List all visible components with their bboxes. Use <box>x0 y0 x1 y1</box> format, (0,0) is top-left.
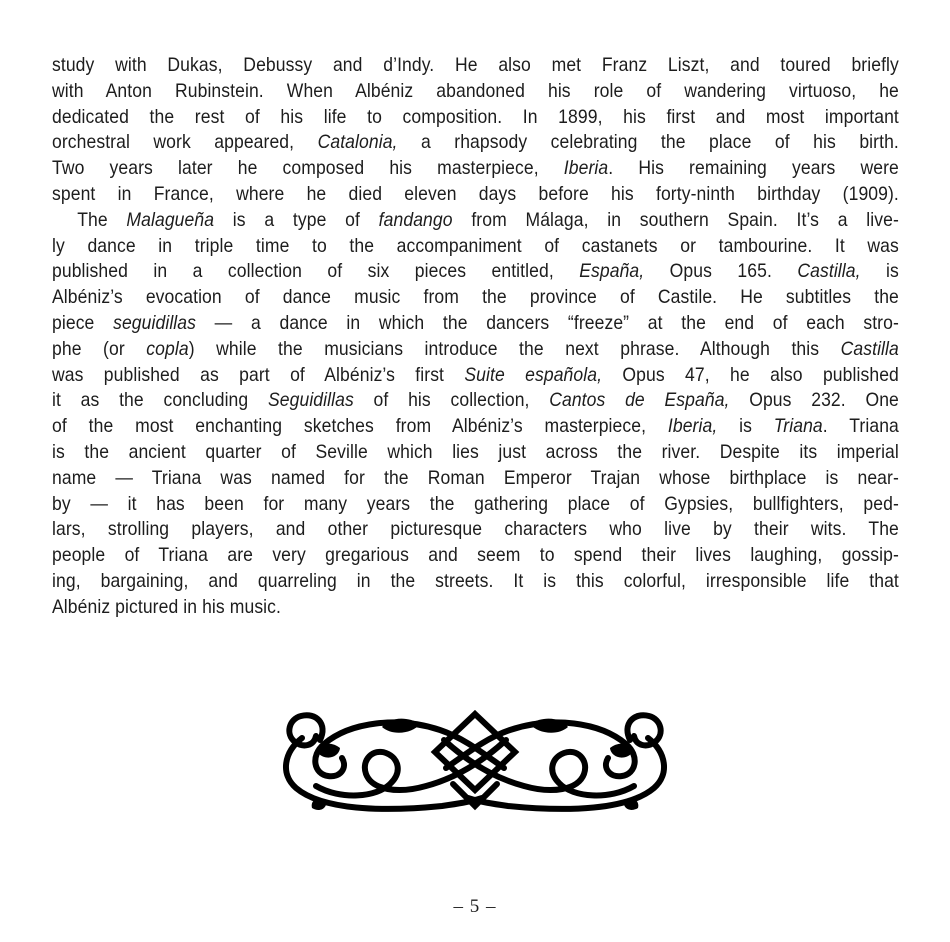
ornament-row <box>0 710 950 819</box>
paragraph <box>52 208 899 621</box>
text-line: Albéniz’s evocation of dance music from the province of Castile. He subtitles the <box>52 286 899 309</box>
text-line: name — Triana was named for the Roman Emperor Trajan whose birthplace is near- <box>52 466 899 489</box>
text-line: published in a collection of six pieces entitled, España, Opus 165. Castilla, is <box>52 260 899 283</box>
text-line: Two years later he composed his masterpiece, Iberia. His remaining years were <box>52 157 899 180</box>
program-notes-text <box>52 53 899 621</box>
text-line: people of Triana are very gregarious and seem to spend their lives laughing, gossip- <box>52 544 899 567</box>
text-line: spent in France, where he died eleven days before his forty-ninth birthday (1909). <box>52 182 899 205</box>
text-line: was published as part of Albéniz’s first Suite española, Opus 47, he also published <box>52 363 899 386</box>
text-line: study with Dukas, Debussy and d’Indy. He also met Franz Liszt, and toured briefly <box>52 54 899 76</box>
text-line: by — it has been for many years the gathering place of Gypsies, bullfighters, ped- <box>52 492 899 515</box>
text-line: ing, bargaining, and quarreling in the streets. It is this colorful, irresponsible life that <box>52 569 899 592</box>
page-footer <box>0 896 950 918</box>
text-line: phe (or copla) while the musicians introduce the next phrase. Although this Castilla <box>52 337 899 360</box>
text-line: is the ancient quarter of Seville which lies just across the river. Despite its imperial <box>52 440 899 463</box>
text-line: lars, strolling players, and other picturesque characters who live by their wits. The <box>52 518 899 541</box>
text-line: of the most enchanting sketches from Albéniz’s masterpiece, Iberia, is Triana. Triana <box>52 415 899 438</box>
text-line: The Malagueña is a type of fandango from Málaga, in southern Spain. It’s a live- <box>77 208 899 231</box>
text-line: Albéniz pictured in his music. <box>52 595 282 618</box>
text-line: piece seguidillas — a dance in which the dancers “freeze” at the end of each stro- <box>52 311 899 334</box>
text-line: with Anton Rubinstein. When Albéniz abandoned his role of wandering virtuoso, he <box>52 79 899 102</box>
text-line: ly dance in triple time to the accompaniment of castanets or tambourine. It was <box>52 234 899 257</box>
text-line: orchestral work appeared, Catalonia, a rhapsody celebrating the place of his birth. <box>52 131 899 154</box>
page-number: – 5 – <box>453 896 497 917</box>
decorative-flourish-icon <box>280 710 670 814</box>
paragraph <box>52 53 899 208</box>
text-line: it as the concluding Seguidillas of his collection, Cantos de España, Opus 232. One <box>52 389 899 412</box>
text-line: dedicated the rest of his life to composition. In 1899, his first and most important <box>52 105 899 128</box>
